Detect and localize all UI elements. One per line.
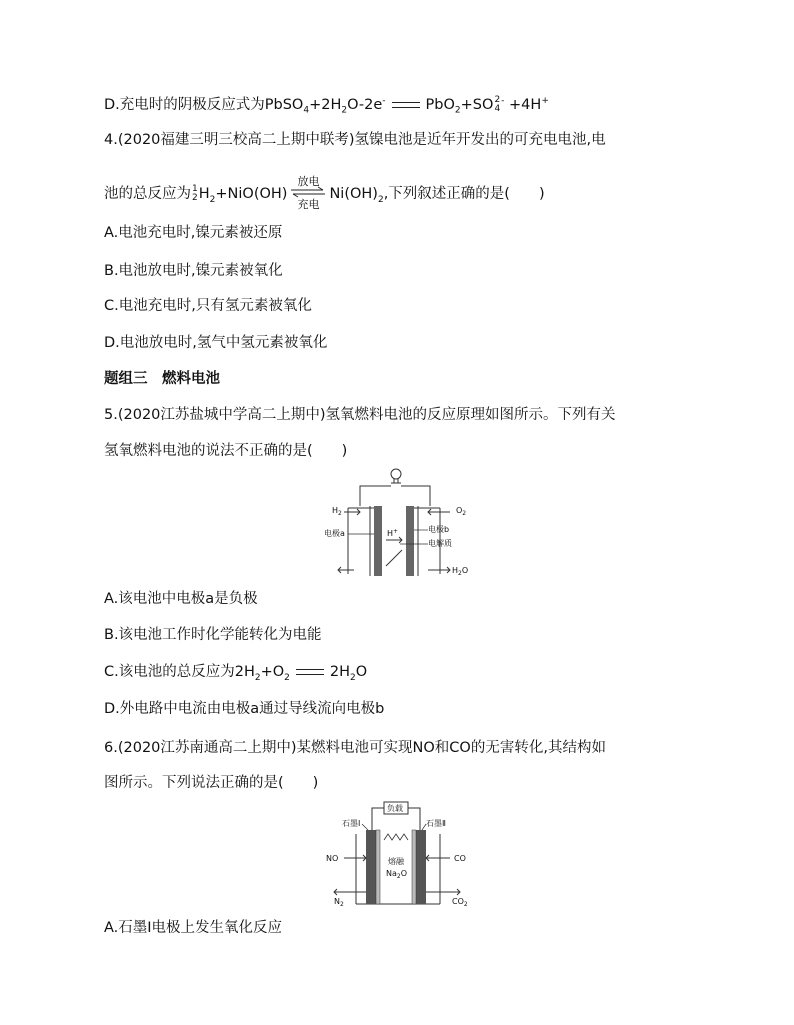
fraction: 1 2 xyxy=(192,184,198,203)
molten-label: 熔融 xyxy=(388,857,404,866)
wire-left xyxy=(360,486,391,506)
electrode-a xyxy=(374,506,382,576)
na2o-label: $Na_2O$ xyxy=(386,869,408,880)
q5-option-a: A.该电池中电极a是负极 xyxy=(104,591,258,607)
h2-label: $H_2$ xyxy=(332,506,342,517)
svg-text:H+: H+ xyxy=(387,528,399,538)
no-label: NO xyxy=(326,854,339,863)
wire-right xyxy=(401,486,430,506)
svg-text:负载: 负载 xyxy=(387,804,403,813)
co2-label: $CO_2$ xyxy=(452,897,468,908)
q5-option-c: C.该电池的总反应为$2H_2+O_2$ $2H_2O$ xyxy=(104,664,368,683)
q4-option-d: D.电池放电时,氢气中氢元素被氧化 xyxy=(104,335,328,351)
graphite-2-electrode xyxy=(416,830,426,904)
q4-option-a: A.电池充电时,镍元素被还原 xyxy=(104,225,283,241)
graphite-1-label: 石墨Ⅰ xyxy=(342,819,361,828)
q5-option-b: B.该电池工作时化学能转化为电能 xyxy=(104,627,322,643)
o2-label: $O_2$ xyxy=(456,506,467,517)
equals-sign xyxy=(392,102,420,108)
reversible-arrow-icon: 放电 充电 xyxy=(291,185,325,203)
q4-option-b: B.电池放电时,镍元素被氧化 xyxy=(104,263,283,279)
n2-label: $N_2$ xyxy=(334,897,344,908)
co-label: CO xyxy=(454,854,466,863)
q4-line2: 池的总反应为 1 2 $H_2+NiO(OH)$ 放电 充电 $Ni(OH)_2$,下列叙述正确的是( ) xyxy=(104,175,545,211)
electrode-b xyxy=(406,506,414,576)
equals-sign xyxy=(296,669,324,675)
q6-line2: 图所示。下列说法正确的是( ) xyxy=(104,775,319,791)
water-label: $H_2O$ xyxy=(452,566,469,577)
section-heading: 题组三 燃料电池 xyxy=(104,371,220,387)
q5-line2: 氢氧燃料电池的说法不正确的是( ) xyxy=(104,443,348,459)
graphite-1-electrode xyxy=(366,830,376,904)
no-co-fuel-cell-diagram xyxy=(322,800,482,910)
electrode-b-label: 电极b xyxy=(428,525,450,534)
electrode-a-label: 电极a xyxy=(324,529,345,538)
ion-charge: 2 4 xyxy=(494,94,501,114)
q4-line1: 4.(2020福建三明三校高二上期中联考)氢镍电池是近年开发出的可充电电池,电 xyxy=(104,132,606,148)
q5-line1: 5.(2020江苏盐城中学高二上期中)氢氧燃料电池的反应原理如图所示。下列有关 xyxy=(104,407,616,423)
electrolyte-label: 电解质 xyxy=(428,539,452,548)
graphite-2-label: 石墨Ⅱ xyxy=(426,819,446,828)
q4-option-c: C.电池充电时,只有氢元素被氧化 xyxy=(104,298,312,314)
light-bulb-icon xyxy=(391,469,401,479)
fuel-cell-diagram xyxy=(324,466,500,586)
q6-option-a: A.石墨Ⅰ电极上发生氧化反应 xyxy=(104,920,283,936)
q6-line1: 6.(2020江苏南通高二上期中)某燃料电池可实现NO和CO的无害转化,其结构如 xyxy=(104,740,606,756)
option-d-prev: D.充电时的阴极反应式为$PbSO_4+2H_2O-2e^-$ PbO$_2$+SO 2 4 - +4H+ xyxy=(104,94,549,116)
q5-option-d: D.外电路中电流由电极a通过导线流向电极b xyxy=(104,701,385,717)
